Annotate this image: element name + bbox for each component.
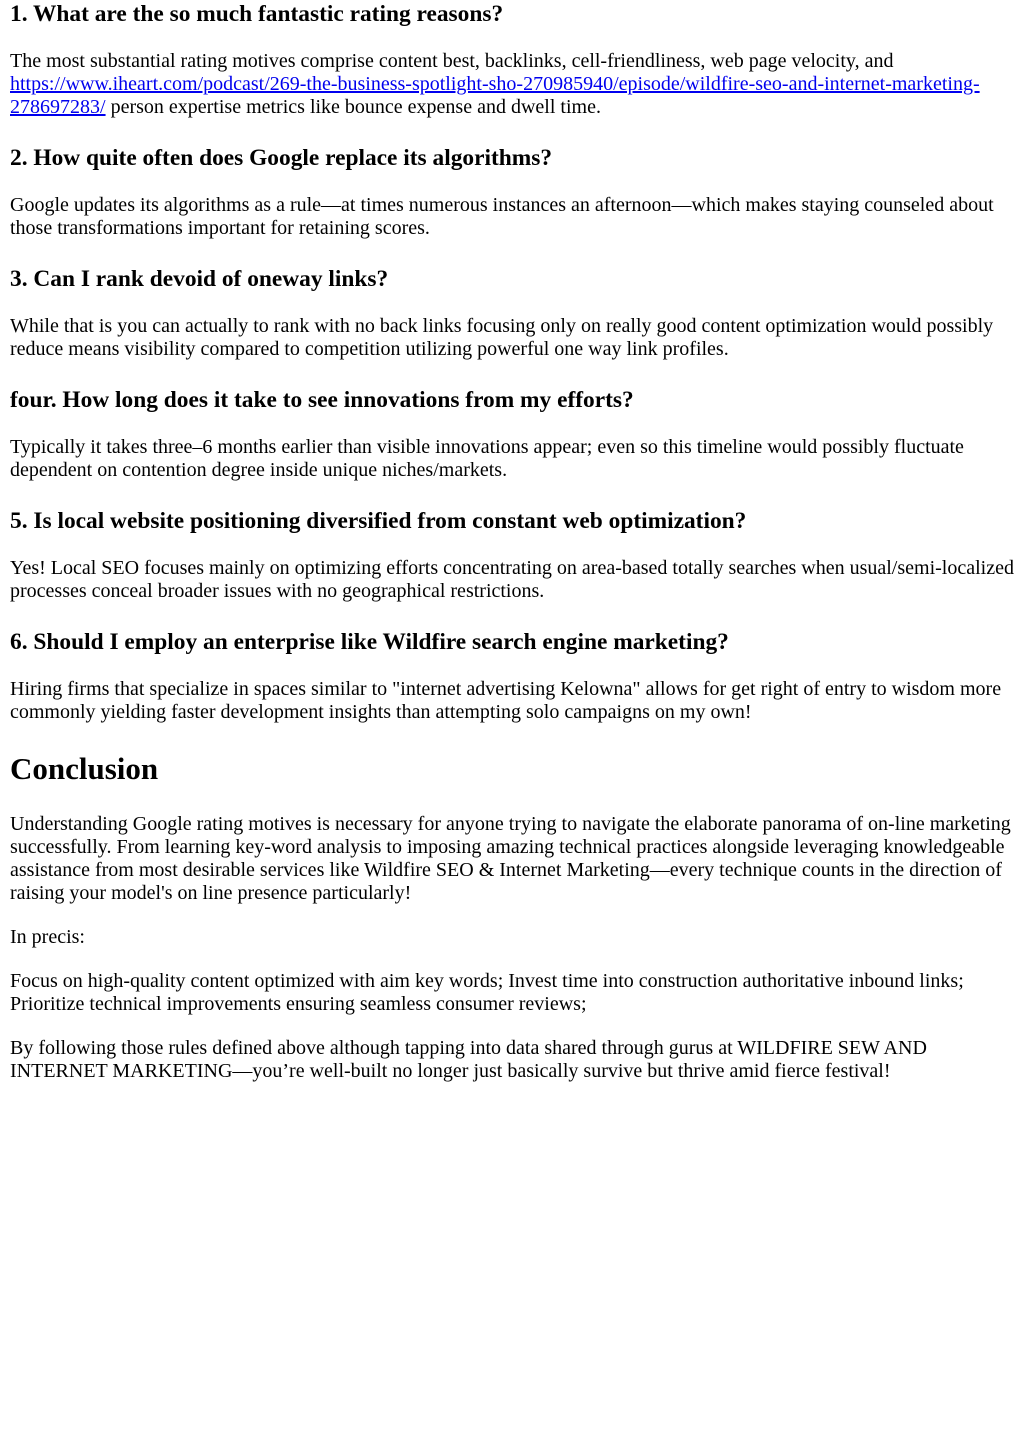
faq-answer-1-text-after-link: person expertise metrics like bounce expense and dwell time. <box>105 96 601 118</box>
faq-answer-1-text-before-link: The most substantial rating motives comprise content best, backlinks, cell-friendliness, web page velocity, and <box>10 50 894 72</box>
summary-intro: In precis: <box>10 926 85 948</box>
faq-answer-5: Yes! Local SEO focuses mainly on optimizing efforts concentrating on area-based totally searches when usual/semi-localized processes conceal broader issues with no geographical restrictions. <box>10 557 1014 602</box>
closing-paragraph: By following those rules defined above although tapping into data shared through gurus at WILDFIRE SEW AND INTERNET MARKETING—you’re well-built no longer just basically survive but thrive amid fierce festival! <box>10 1037 927 1082</box>
faq-question-2: 2. How quite often does Google replace its algorithms? <box>10 145 553 171</box>
faq-answer-1 <box>10 50 1014 119</box>
faq-question-5: 5. Is local website positioning diversified from constant web optimization? <box>10 508 747 534</box>
faq-question-4: four. How long does it take to see innovations from my efforts? <box>10 387 634 413</box>
faq-answer-3: While that is you can actually to rank with no back links focusing only on really good content optimization would possibly reduce means visibility compared to competition utilizing powerful one way link profiles. <box>10 315 994 360</box>
article-body <box>0 1 1024 1083</box>
faq-answer-6: Hiring firms that specialize in spaces similar to "internet advertising Kelowna" allows for get right of entry to wisdom more commonly yielding faster development insights than attempting solo campaigns on my own! <box>10 678 1002 723</box>
faq-answer-2: Google updates its algorithms as a rule—at times numerous instances an afternoon—which makes staying counseled about those transformations important for retaining scores. <box>10 194 994 239</box>
faq-answer-4: Typically it takes three–6 months earlier than visible innovations appear; even so this timeline would possibly fluctuate dependent on contention degree inside unique niches/markets. <box>10 436 964 481</box>
podcast-link[interactable]: https://www.iheart.com/podcast/269-the-business-spotlight-sho-270985940/episode/wildfire-seo-and-internet-marketing-278697283/ <box>10 73 980 118</box>
conclusion-heading: Conclusion <box>10 751 159 786</box>
conclusion-paragraph: Understanding Google rating motives is necessary for anyone trying to navigate the elaborate panorama of on-line marketing successfully. From learning key-word analysis to imposing amazing technical practices alongside leveraging knowledgeable assistance from most desirable services like Wildfire SEO & Internet Marketing—every technique counts in the direction of raising your model's on line presence particularly! <box>10 813 1011 904</box>
faq-question-1: 1. What are the so much fantastic rating reasons? <box>10 1 504 27</box>
faq-question-6: 6. Should I employ an enterprise like Wildfire search engine marketing? <box>10 629 729 655</box>
summary-points: Focus on high-quality content optimized with aim key words; Invest time into construction authoritative inbound links; Prioritize technical improvements ensuring seamless consumer reviews; <box>10 970 964 1015</box>
faq-question-3: 3. Can I rank devoid of oneway links? <box>10 266 389 292</box>
